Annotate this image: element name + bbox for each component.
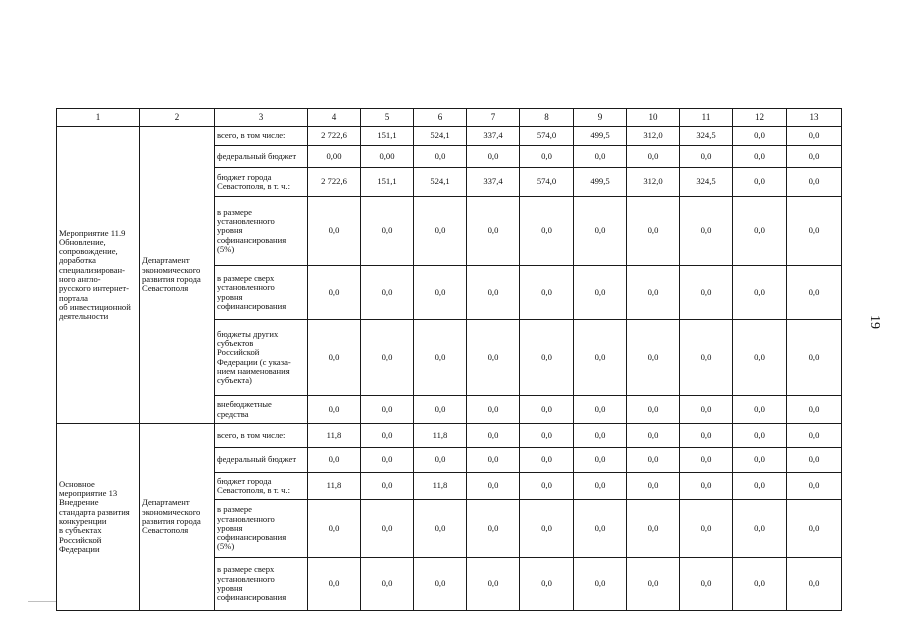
amount-cell: 0,0	[733, 127, 787, 146]
column-header: 3	[215, 109, 308, 127]
amount-cell: 0,0	[680, 146, 733, 168]
amount-cell: 0,0	[733, 473, 787, 500]
funding-source-text: в размере установленного уровня софинансирования (5%)	[217, 504, 287, 552]
funding-source-text: федеральный бюджет	[217, 150, 297, 161]
amount-cell: 0,0	[467, 448, 520, 473]
amount-cell: 0,0	[680, 558, 733, 611]
page-number: 19	[867, 315, 882, 329]
funding-source	[215, 320, 308, 396]
table-row	[57, 127, 842, 146]
amount-cell: 0,0	[414, 500, 467, 558]
amount-cell: 0,0	[414, 558, 467, 611]
amount-cell: 0,0	[361, 473, 414, 500]
amount-cell: 0,0	[308, 448, 361, 473]
amount-cell: 312,0	[627, 168, 680, 197]
amount-cell: 0,0	[467, 197, 520, 266]
funding-source	[215, 396, 308, 424]
column-header: 4	[308, 109, 361, 127]
amount-cell: 0,0	[627, 396, 680, 424]
amount-cell: 0,0	[520, 473, 574, 500]
funding-source	[215, 266, 308, 320]
amount-cell: 0,0	[627, 448, 680, 473]
funding-source	[215, 473, 308, 500]
amount-cell: 0,0	[574, 473, 627, 500]
amount-cell: 0,0	[574, 558, 627, 611]
amount-cell: 0,0	[361, 320, 414, 396]
amount-cell: 0,0	[308, 266, 361, 320]
amount-cell: 0,0	[361, 448, 414, 473]
amount-cell: 0,0	[733, 558, 787, 611]
amount-cell: 499,5	[574, 168, 627, 197]
funding-source-text: в размере установленного уровня софинансирования (5%)	[217, 206, 287, 254]
amount-cell: 0,00	[361, 146, 414, 168]
department-text: Департамент экономического развития города Севастополя	[142, 255, 201, 294]
funding-source	[215, 558, 308, 611]
amount-cell: 0,0	[361, 396, 414, 424]
amount-cell: 2 722,6	[308, 168, 361, 197]
amount-cell: 0,0	[680, 424, 733, 448]
amount-cell: 0,0	[574, 500, 627, 558]
amount-cell: 0,0	[520, 558, 574, 611]
column-header: 10	[627, 109, 680, 127]
amount-cell: 0,0	[787, 197, 842, 266]
amount-cell: 0,0	[414, 320, 467, 396]
amount-cell: 0,0	[520, 146, 574, 168]
amount-cell: 0,0	[680, 320, 733, 396]
amount-cell: 0,0	[520, 500, 574, 558]
amount-cell: 0,0	[733, 396, 787, 424]
amount-cell: 0,0	[733, 500, 787, 558]
amount-cell: 0,0	[308, 500, 361, 558]
amount-cell: 0,0	[733, 266, 787, 320]
amount-cell: 0,0	[574, 396, 627, 424]
funding-source	[215, 168, 308, 197]
amount-cell: 574,0	[520, 168, 574, 197]
amount-cell: 11,8	[414, 473, 467, 500]
amount-cell: 0,0	[520, 320, 574, 396]
amount-cell: 0,0	[680, 197, 733, 266]
amount-cell: 0,0	[627, 197, 680, 266]
funding-source	[215, 197, 308, 266]
amount-cell: 0,0	[361, 197, 414, 266]
event-title	[57, 127, 140, 424]
amount-cell: 0,0	[308, 320, 361, 396]
funding-source-text: бюджеты других субъектов Российской Федерации (с указа- нием наименования субъекта)	[217, 328, 291, 386]
amount-cell: 524,1	[414, 168, 467, 197]
amount-cell: 337,4	[467, 127, 520, 146]
event-title-text: Мероприятие 11.9 Обновление, сопровождение, доработка специализирован- ного англо- русского интернет- портала об инвестиционной деятельности	[59, 227, 131, 322]
amount-cell: 0,0	[361, 500, 414, 558]
column-header: 12	[733, 109, 787, 127]
amount-cell: 0,0	[733, 448, 787, 473]
amount-cell: 0,0	[733, 424, 787, 448]
amount-cell: 0,0	[574, 197, 627, 266]
amount-cell: 524,1	[414, 127, 467, 146]
funding-source	[215, 424, 308, 448]
amount-cell: 151,1	[361, 168, 414, 197]
funding-table	[56, 108, 842, 611]
amount-cell: 151,1	[361, 127, 414, 146]
amount-cell: 0,0	[361, 558, 414, 611]
amount-cell: 0,0	[680, 448, 733, 473]
funding-source-text: бюджет города Севастополя, в т. ч.:	[217, 171, 290, 191]
responsible-department	[140, 424, 215, 611]
table-body	[57, 109, 842, 611]
amount-cell: 0,0	[308, 396, 361, 424]
amount-cell: 0,0	[520, 266, 574, 320]
amount-cell: 0,0	[787, 500, 842, 558]
amount-cell: 0,0	[787, 320, 842, 396]
funding-source	[215, 146, 308, 168]
amount-cell: 0,0	[467, 424, 520, 448]
funding-source	[215, 448, 308, 473]
amount-cell: 0,0	[308, 197, 361, 266]
amount-cell: 0,0	[627, 473, 680, 500]
amount-cell: 0,0	[520, 448, 574, 473]
scan-mark	[28, 601, 56, 602]
amount-cell: 0,0	[414, 448, 467, 473]
amount-cell: 0,0	[627, 500, 680, 558]
amount-cell: 0,0	[680, 473, 733, 500]
amount-cell: 0,0	[680, 266, 733, 320]
funding-source-text: внебюджетные средства	[217, 399, 272, 419]
amount-cell: 0,0	[467, 473, 520, 500]
event-title-text: Основное мероприятие 13 Внедрение стандарта развития конкуренции в субъектах Российской Федерации	[59, 478, 130, 554]
amount-cell: 0,0	[787, 146, 842, 168]
amount-cell: 0,0	[467, 146, 520, 168]
amount-cell: 0,0	[467, 320, 520, 396]
amount-cell: 0,0	[520, 197, 574, 266]
funding-source-text: всего, в том числе:	[217, 130, 286, 141]
amount-cell: 324,5	[680, 127, 733, 146]
funding-source	[215, 127, 308, 146]
amount-cell: 0,0	[520, 396, 574, 424]
table-row	[57, 424, 842, 448]
header-row	[57, 109, 842, 127]
funding-source-text: бюджет города Севастополя, в т. ч.:	[217, 475, 290, 495]
column-header: 11	[680, 109, 733, 127]
amount-cell: 0,0	[414, 266, 467, 320]
amount-cell: 0,0	[627, 424, 680, 448]
amount-cell: 0,0	[308, 558, 361, 611]
amount-cell: 574,0	[520, 127, 574, 146]
amount-cell: 337,4	[467, 168, 520, 197]
amount-cell: 0,0	[467, 266, 520, 320]
amount-cell: 0,0	[467, 396, 520, 424]
amount-cell: 0,0	[680, 396, 733, 424]
amount-cell: 0,0	[787, 127, 842, 146]
amount-cell: 0,0	[574, 320, 627, 396]
funding-source-text: в размере сверх установленного уровня софинансирования	[217, 272, 287, 311]
amount-cell: 0,0	[787, 473, 842, 500]
responsible-department	[140, 127, 215, 424]
amount-cell: 312,0	[627, 127, 680, 146]
amount-cell: 0,0	[733, 320, 787, 396]
amount-cell: 2 722,6	[308, 127, 361, 146]
column-header: 2	[140, 109, 215, 127]
amount-cell: 0,0	[787, 266, 842, 320]
amount-cell: 0,0	[361, 266, 414, 320]
amount-cell: 11,8	[308, 424, 361, 448]
amount-cell: 0,0	[680, 500, 733, 558]
column-header: 9	[574, 109, 627, 127]
amount-cell: 0,0	[520, 424, 574, 448]
department-text: Департамент экономического развития города Севастополя	[142, 497, 201, 536]
amount-cell: 0,0	[467, 500, 520, 558]
amount-cell: 0,0	[414, 146, 467, 168]
amount-cell: 0,0	[627, 558, 680, 611]
amount-cell: 0,0	[574, 146, 627, 168]
event-title	[57, 424, 140, 611]
amount-cell: 0,0	[414, 396, 467, 424]
amount-cell: 0,0	[787, 558, 842, 611]
column-header: 13	[787, 109, 842, 127]
column-header: 5	[361, 109, 414, 127]
column-header: 7	[467, 109, 520, 127]
amount-cell: 324,5	[680, 168, 733, 197]
funding-source	[215, 500, 308, 558]
amount-cell: 0,0	[627, 146, 680, 168]
amount-cell: 0,0	[574, 448, 627, 473]
amount-cell: 0,0	[361, 424, 414, 448]
column-header: 8	[520, 109, 574, 127]
column-header: 6	[414, 109, 467, 127]
amount-cell: 11,8	[308, 473, 361, 500]
amount-cell: 0,0	[787, 424, 842, 448]
amount-cell: 0,0	[733, 197, 787, 266]
funding-source-text: федеральный бюджет	[217, 454, 297, 465]
amount-cell: 0,0	[627, 266, 680, 320]
funding-source-text: всего, в том числе:	[217, 429, 286, 440]
amount-cell: 0,0	[787, 168, 842, 197]
amount-cell: 0,0	[414, 197, 467, 266]
amount-cell: 11,8	[414, 424, 467, 448]
amount-cell: 0,0	[733, 168, 787, 197]
amount-cell: 0,0	[787, 448, 842, 473]
amount-cell: 0,00	[308, 146, 361, 168]
funding-source-text: в размере сверх установленного уровня софинансирования	[217, 564, 287, 603]
amount-cell: 0,0	[467, 558, 520, 611]
amount-cell: 0,0	[627, 320, 680, 396]
amount-cell: 499,5	[574, 127, 627, 146]
amount-cell: 0,0	[574, 266, 627, 320]
column-header: 1	[57, 109, 140, 127]
amount-cell: 0,0	[733, 146, 787, 168]
amount-cell: 0,0	[787, 396, 842, 424]
amount-cell: 0,0	[574, 424, 627, 448]
